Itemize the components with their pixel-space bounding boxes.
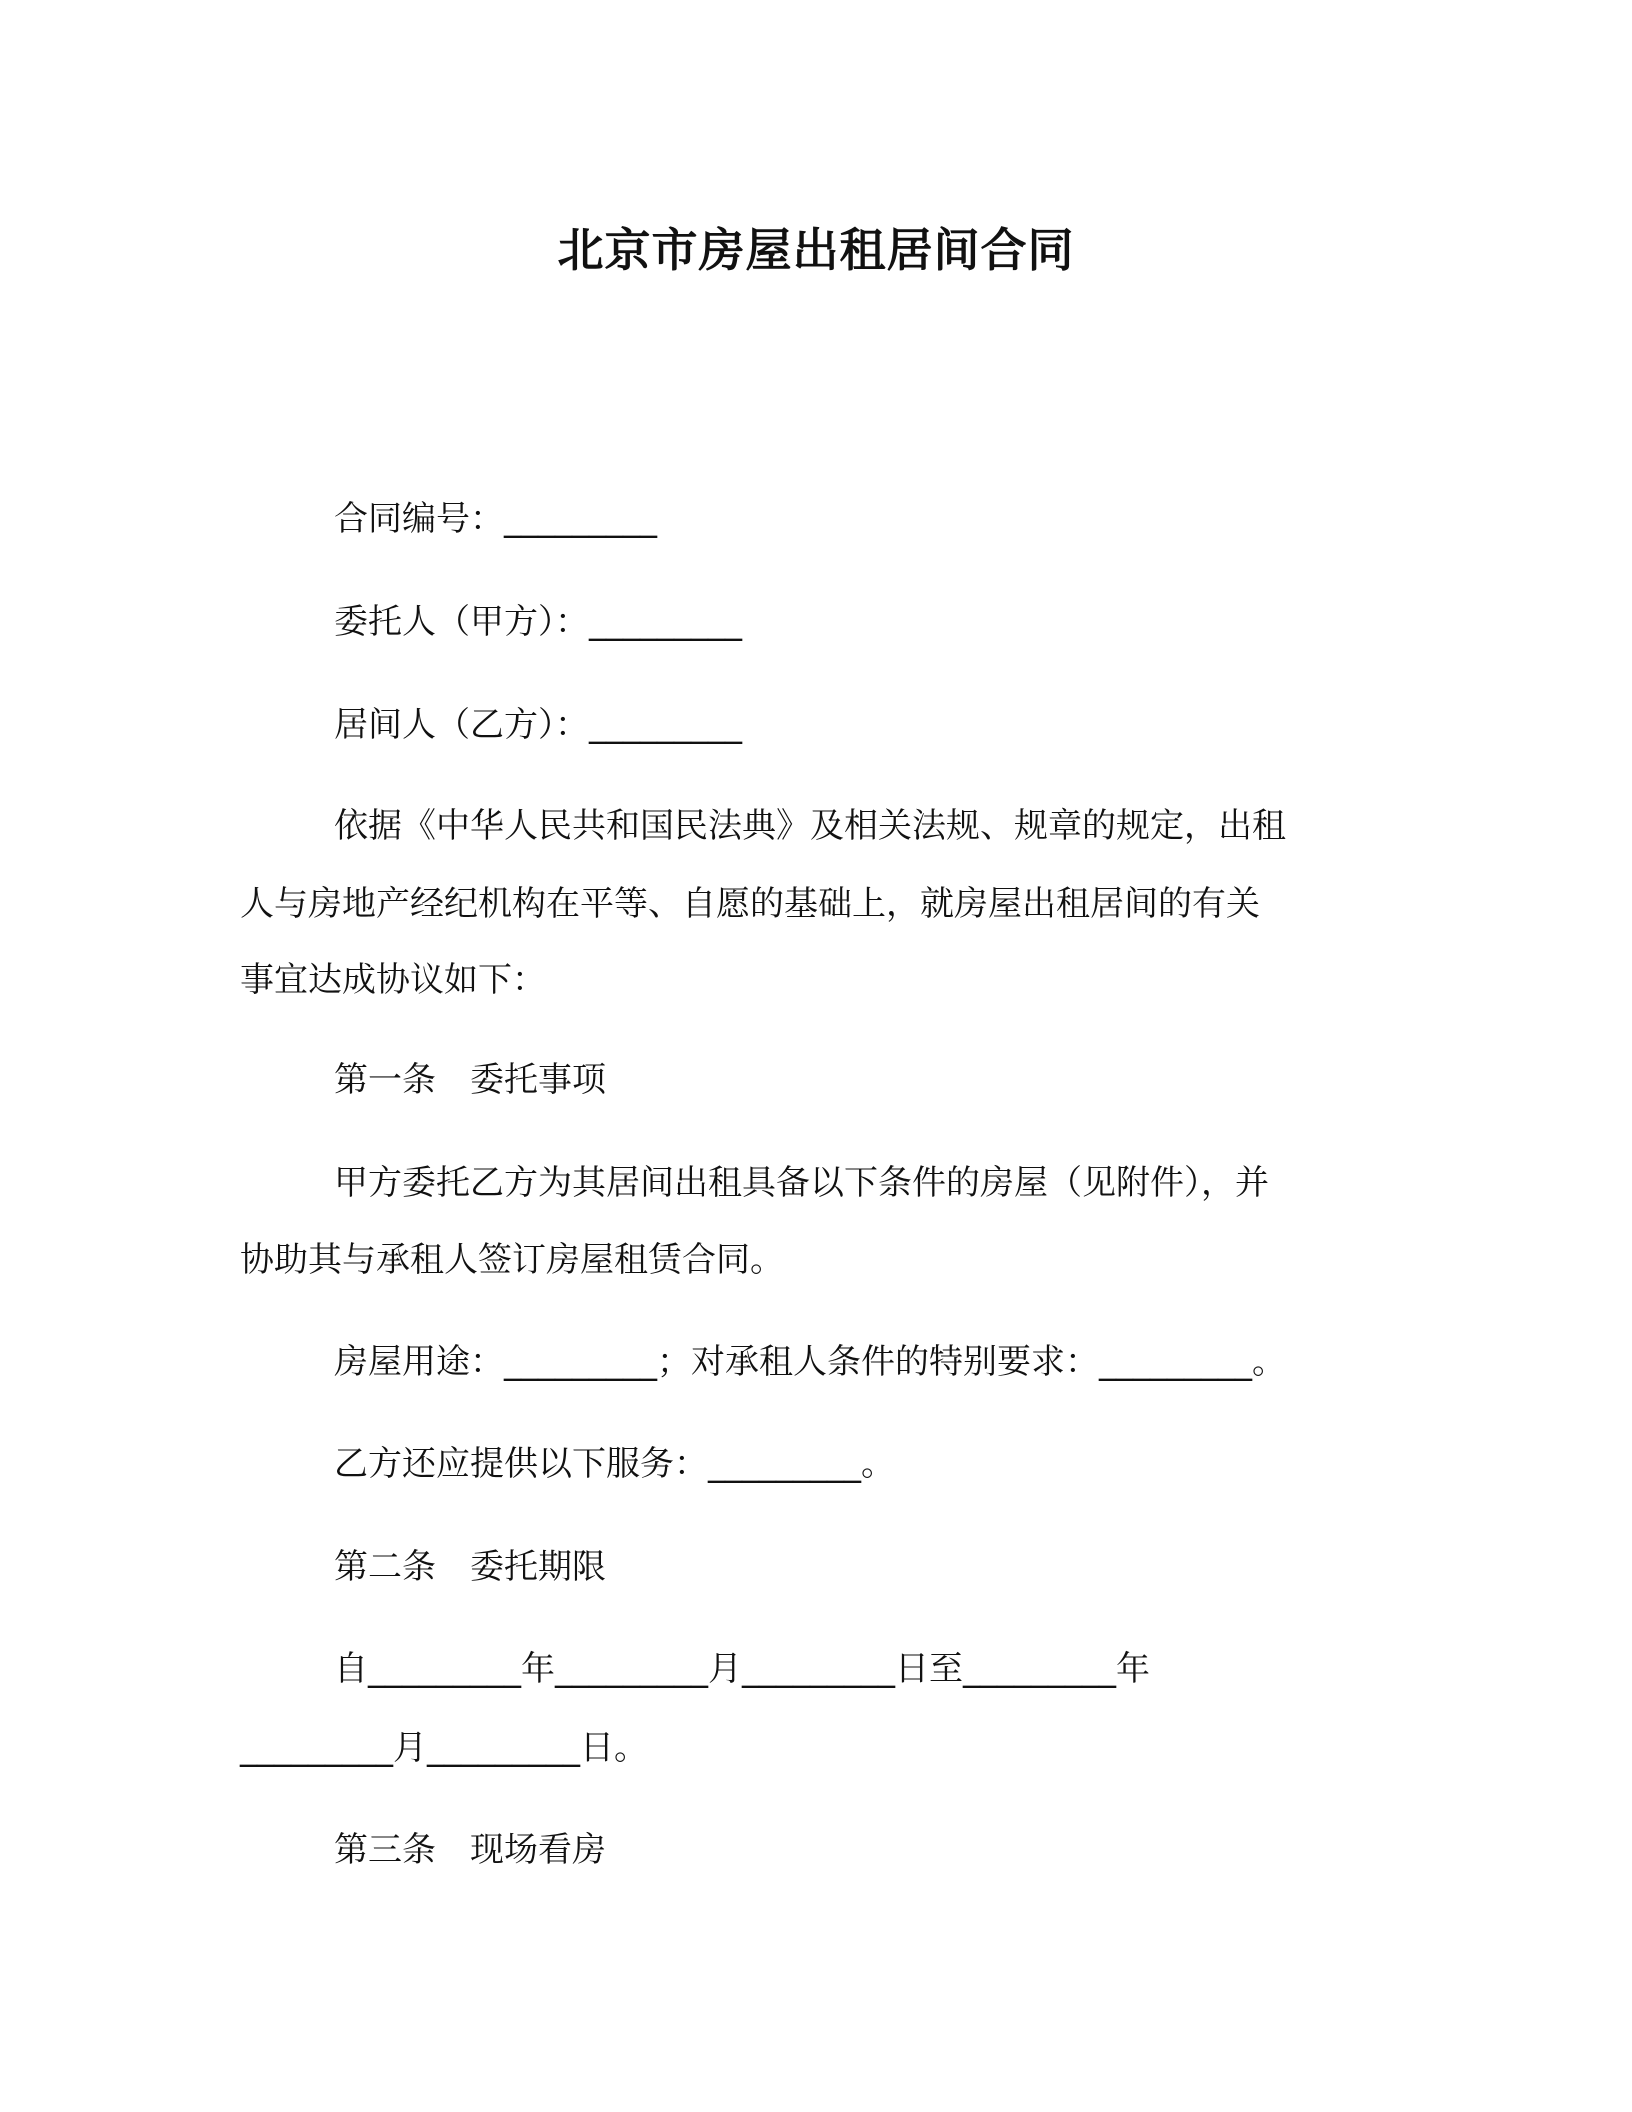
house-use-line: 房屋用途：_________；对承租人条件的特别要求：_________。 — [334, 1342, 1286, 1382]
document-title: 北京市房屋出租居间合同 — [557, 223, 1075, 277]
preamble-line-2: 人与房地产经纪机构在平等、自愿的基础上，就房屋出租居间的有关 — [240, 884, 1260, 924]
party-a-line: 委托人（甲方）：_________ — [334, 602, 742, 642]
contract-number-line: 合同编号：_________ — [334, 499, 657, 539]
article-1-paragraph-line-2: 协助其与承租人签订房屋租赁合同。 — [240, 1240, 784, 1280]
article-1-heading: 第一条 委托事项 — [334, 1060, 606, 1100]
article-2-heading: 第二条 委托期限 — [334, 1547, 606, 1587]
article-1-paragraph-line-1: 甲方委托乙方为其居间出租具备以下条件的房屋（见附件），并 — [334, 1163, 1269, 1203]
preamble-line-3: 事宜达成协议如下： — [240, 960, 546, 1000]
term-dates-line-2: _________月_________日。 — [240, 1728, 648, 1768]
preamble-line-1: 依据《中华人民共和国民法典》及相关法规、规章的规定，出租 — [334, 806, 1286, 846]
term-dates-line-1: 自_________年_________月_________日至_________年 — [334, 1649, 1150, 1689]
article-3-heading: 第三条 现场看房 — [334, 1830, 606, 1870]
party-b-line: 居间人（乙方）：_________ — [334, 705, 742, 745]
additional-services-line: 乙方还应提供以下服务：_________。 — [334, 1444, 895, 1484]
